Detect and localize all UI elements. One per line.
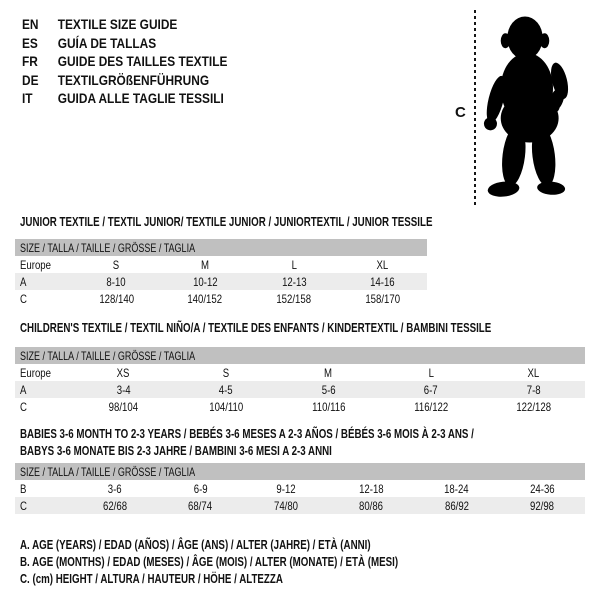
language-label: TEXTILGRÖßENFÜHRUNG — [57, 71, 210, 88]
cell-text: M — [324, 365, 333, 380]
cell-text: C — [20, 399, 27, 414]
cell-text: A — [20, 274, 27, 289]
cell-text: 9-12 — [276, 481, 296, 496]
value-cell — [250, 290, 339, 307]
language-row-es — [22, 34, 227, 53]
value-cell — [414, 480, 500, 497]
height-measure-dashed-line — [474, 10, 476, 206]
value-cell — [329, 497, 415, 514]
value-cell — [175, 398, 278, 415]
cell-text: 68/74 — [188, 498, 213, 513]
cell-text: 158/170 — [365, 291, 400, 306]
size-header-text: SIZE / TALLA / TAILLE / GRÖSSE / TAGLIA — [20, 348, 196, 363]
cell-text: Europe — [20, 257, 51, 272]
cell-text: 4-5 — [218, 382, 233, 397]
size-header-bar — [15, 239, 427, 256]
value-cell — [72, 273, 161, 290]
cell-text: 80/86 — [359, 498, 384, 513]
language-label: TEXTILE SIZE GUIDE — [57, 16, 178, 32]
footnote-line — [20, 536, 524, 553]
cell-text: 12-18 — [358, 481, 384, 496]
value-cell — [250, 273, 339, 290]
children-size-table — [15, 347, 585, 415]
value-cell — [277, 398, 380, 415]
children-title-line — [20, 319, 600, 336]
footnote-text: C. (cm) HEIGHT / ALTURA / HAUTEUR / HÖHE / ALTEZZA — [20, 571, 283, 586]
size-header-text: SIZE / TALLA / TAILLE / GRÖSSE / TAGLIA — [20, 240, 196, 255]
value-cell — [158, 497, 244, 514]
value-cell — [243, 480, 329, 497]
value-cell — [338, 256, 427, 273]
cell-text: 98/104 — [108, 399, 138, 414]
value-cell — [72, 497, 158, 514]
language-label: GUIDE DES TAILLES TEXTILE — [57, 53, 228, 69]
row-label-cell — [15, 480, 72, 497]
cell-text: XL — [527, 365, 540, 380]
row-label-cell — [15, 256, 72, 273]
junior-title-line — [20, 213, 570, 230]
table-row — [15, 364, 585, 381]
cell-text: 6-9 — [193, 481, 208, 496]
cell-text: 152/158 — [276, 291, 312, 306]
value-cell — [72, 398, 175, 415]
cell-text: 7-8 — [526, 382, 541, 397]
cell-text: C — [20, 291, 27, 306]
value-cell — [482, 381, 585, 398]
language-row-en — [22, 15, 227, 34]
value-cell — [380, 381, 483, 398]
table-row — [15, 290, 427, 307]
cell-text: Europe — [20, 365, 51, 380]
row-label-cell — [15, 398, 72, 415]
title-text: CHILDREN'S TEXTILE / TEXTIL NIÑO/A / TEXTILE DES ENFANTS / KINDERTEXTIL / BAMBINI TESSILE — [20, 320, 492, 335]
cell-text: 24-36 — [529, 481, 555, 496]
cell-text: 128/140 — [99, 291, 134, 306]
baby-silhouette-icon — [483, 8, 595, 206]
language-row-de — [22, 71, 227, 90]
babies-size-table — [15, 463, 585, 514]
cell-text: 12-13 — [281, 274, 307, 289]
table-row — [15, 256, 427, 273]
cell-text: 122/128 — [516, 399, 552, 414]
value-cell — [482, 398, 585, 415]
language-code: DE — [22, 71, 39, 88]
junior-section-title — [20, 213, 570, 230]
babies-title-line — [20, 442, 600, 459]
value-cell — [175, 364, 278, 381]
table-row — [15, 398, 585, 415]
language-label: GUÍA DE TALLAS — [57, 34, 157, 51]
value-cell — [72, 290, 161, 307]
footnote-line — [20, 553, 524, 570]
table-row — [15, 480, 585, 497]
value-cell — [380, 364, 483, 381]
cell-text: 92/98 — [530, 498, 555, 513]
value-cell — [161, 273, 250, 290]
value-cell — [338, 273, 427, 290]
cell-text: 18-24 — [444, 481, 470, 496]
cell-text: 140/152 — [187, 291, 223, 306]
cell-text: L — [428, 365, 434, 380]
height-measure-label: C — [455, 104, 466, 121]
cell-text: 10-12 — [192, 274, 218, 289]
table-row — [15, 497, 585, 514]
value-cell — [500, 480, 586, 497]
table-row — [15, 381, 585, 398]
cell-text: 110/116 — [311, 399, 346, 414]
row-label-cell — [15, 381, 72, 398]
cell-text: 5-6 — [321, 382, 336, 397]
size-header-text: SIZE / TALLA / TAILLE / GRÖSSE / TAGLIA — [20, 464, 196, 479]
value-cell — [277, 381, 380, 398]
row-label-cell — [15, 364, 72, 381]
cell-text: 116/122 — [414, 399, 449, 414]
value-cell — [500, 497, 586, 514]
cell-text: 14-16 — [370, 274, 395, 289]
value-cell — [175, 381, 278, 398]
cell-text: A — [20, 382, 27, 397]
language-list — [22, 15, 264, 108]
language-row-fr — [22, 52, 227, 71]
value-cell — [72, 364, 175, 381]
cell-text: S — [113, 257, 120, 272]
cell-text: 86/92 — [444, 498, 469, 513]
title-text: JUNIOR TEXTILE / TEXTIL JUNIOR/ TEXTILE JUNIOR / JUNIORTEXTIL / JUNIOR TESSILE — [20, 214, 433, 229]
language-code: IT — [22, 90, 33, 106]
cell-text: XS — [116, 365, 130, 380]
row-label-cell — [15, 273, 72, 290]
value-cell — [161, 256, 250, 273]
value-cell — [414, 497, 500, 514]
cell-text: 74/80 — [273, 498, 298, 513]
babies-section-title — [20, 425, 600, 459]
language-row-it — [22, 89, 227, 108]
cell-text: B — [20, 481, 27, 496]
cell-text: S — [222, 365, 230, 380]
children-section-title — [20, 319, 600, 336]
value-cell — [72, 480, 158, 497]
value-cell — [72, 381, 175, 398]
cell-text: 62/68 — [102, 498, 127, 513]
value-cell — [158, 480, 244, 497]
value-cell — [277, 364, 380, 381]
cell-text: 3-6 — [107, 481, 122, 496]
junior-size-table — [15, 239, 427, 307]
value-cell — [72, 256, 161, 273]
footnote-line — [20, 570, 524, 587]
cell-text: 8-10 — [106, 274, 126, 289]
size-header-bar — [15, 463, 585, 480]
value-cell — [250, 256, 339, 273]
table-row — [15, 273, 427, 290]
language-code: ES — [22, 34, 38, 51]
row-label-cell — [15, 497, 72, 514]
title-text: BABYS 3-6 MONATE BIS 2-3 JAHRE / BAMBINI 3-6 MESI A 2-3 ANNI — [20, 443, 332, 458]
value-cell — [243, 497, 329, 514]
value-cell — [482, 364, 585, 381]
footnotes-legend — [20, 536, 524, 587]
value-cell — [161, 290, 250, 307]
language-code: FR — [22, 53, 38, 69]
value-cell — [329, 480, 415, 497]
row-label-cell — [15, 290, 72, 307]
footnote-text: B. AGE (MONTHS) / EDAD (MESES) / ÂGE (MOIS) / ALTER (MONATE) / ETÀ (MESI) — [20, 554, 399, 569]
size-header-bar — [15, 347, 585, 364]
cell-text: M — [201, 257, 210, 272]
footnote-text: A. AGE (YEARS) / EDAD (AÑOS) / ÂGE (ANS) / ALTER (JAHRE) / ETÀ (ANNI) — [20, 537, 371, 552]
cell-text: 3-4 — [116, 382, 131, 397]
title-text: BABIES 3-6 MONTH TO 2-3 YEARS / BEBÉS 3-6 MESES A 2-3 AÑOS / BÉBÉS 3-6 MOIS À 2-3 ANS / — [20, 426, 474, 441]
cell-text: 6-7 — [424, 382, 439, 397]
value-cell — [380, 398, 483, 415]
cell-text: XL — [376, 257, 389, 272]
language-code: EN — [22, 16, 39, 32]
cell-text: 104/110 — [208, 399, 243, 414]
value-cell — [338, 290, 427, 307]
language-label: GUIDA ALLE TAGLIE TESSILI — [57, 90, 224, 106]
cell-text: L — [291, 257, 297, 272]
cell-text: C — [20, 498, 27, 513]
babies-title-line — [20, 425, 600, 442]
